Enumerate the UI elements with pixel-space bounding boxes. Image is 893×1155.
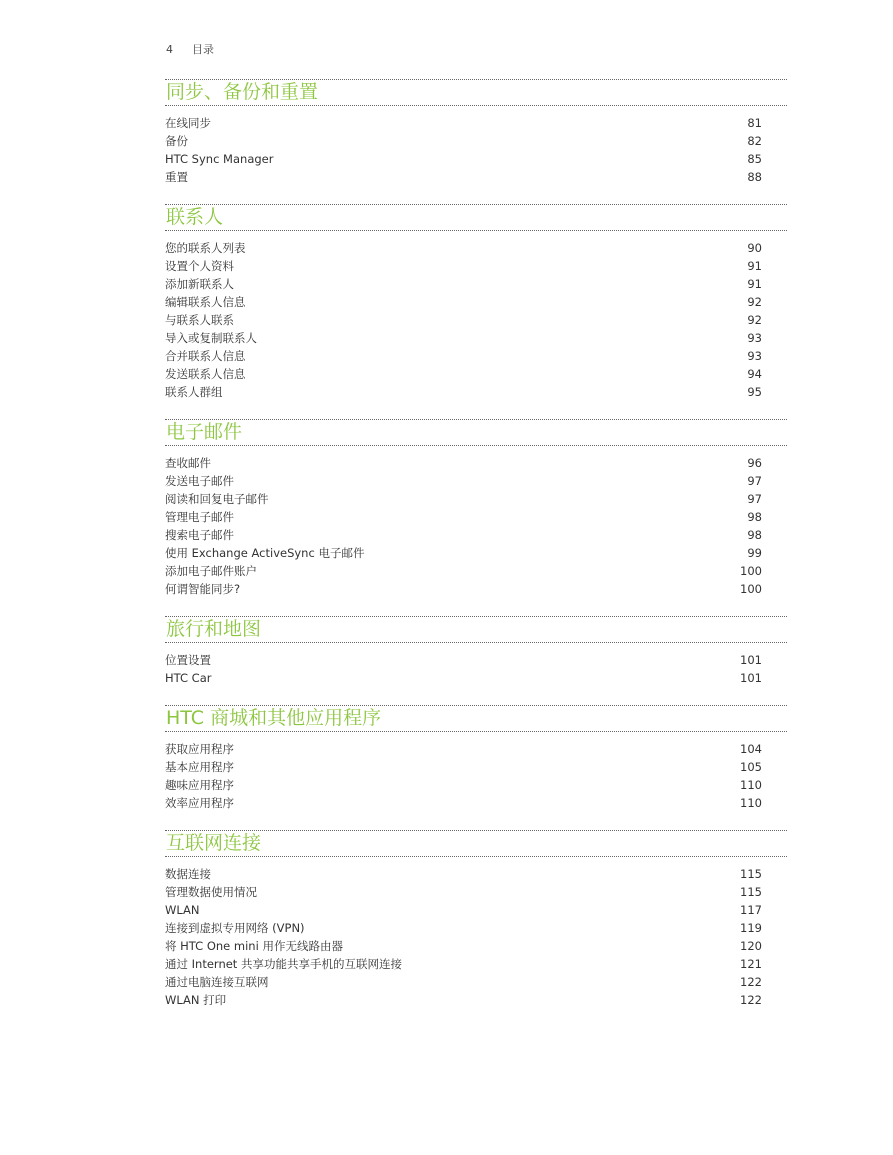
entry-label: 数据连接 xyxy=(165,867,211,881)
entry-label: 查收邮件 xyxy=(165,456,211,470)
entry-page: 110 xyxy=(740,778,762,792)
entry-page: 120 xyxy=(740,939,762,953)
entry-label: 您的联系人列表 xyxy=(165,241,246,255)
toc-entry[interactable] xyxy=(165,562,787,580)
entry-label: 通过 Internet 共享功能共享手机的互联网连接 xyxy=(165,957,402,971)
entry-label: 管理电子邮件 xyxy=(165,510,234,524)
toc-entry[interactable] xyxy=(165,329,787,347)
page-header-title: 目录 xyxy=(192,43,214,56)
entry-page: 96 xyxy=(747,456,762,470)
entry-label: 基本应用程序 xyxy=(165,760,234,774)
table-of-contents xyxy=(165,79,787,1027)
entry-label: 管理数据使用情况 xyxy=(165,885,257,899)
entry-page: 110 xyxy=(740,796,762,810)
toc-entry[interactable] xyxy=(165,383,787,401)
section-title: 同步、备份和重置 xyxy=(165,79,787,106)
entry-label: 备份 xyxy=(165,134,188,148)
page-number: 4 xyxy=(166,43,173,56)
entry-label: 趣味应用程序 xyxy=(165,778,234,792)
toc-entry[interactable] xyxy=(165,508,787,526)
entry-label: HTC Sync Manager xyxy=(165,152,274,166)
toc-entry[interactable] xyxy=(165,669,787,687)
entry-label: 与联系人联系 xyxy=(165,313,234,327)
entry-label: 合并联系人信息 xyxy=(165,349,246,363)
entry-label: 将 HTC One mini 用作无线路由器 xyxy=(165,939,343,953)
section-title: 旅行和地图 xyxy=(165,616,787,643)
entry-label: 设置个人资料 xyxy=(165,259,234,273)
entry-label: 重置 xyxy=(165,170,188,184)
entry-label: 何谓智能同步? xyxy=(165,582,241,596)
toc-entry[interactable] xyxy=(165,526,787,544)
toc-entry[interactable] xyxy=(165,580,787,598)
toc-entry[interactable] xyxy=(165,973,787,991)
entry-page: 92 xyxy=(747,313,762,327)
toc-entry[interactable] xyxy=(165,311,787,329)
entry-page: 121 xyxy=(740,957,762,971)
entry-page: 82 xyxy=(747,134,762,148)
toc-entry[interactable] xyxy=(165,293,787,311)
entry-page: 119 xyxy=(740,921,762,935)
entry-page: 115 xyxy=(740,867,762,881)
toc-section xyxy=(165,204,787,401)
toc-entry[interactable] xyxy=(165,955,787,973)
entry-label: 获取应用程序 xyxy=(165,742,234,756)
toc-entry[interactable] xyxy=(165,937,787,955)
toc-entry[interactable] xyxy=(165,794,787,812)
toc-entry[interactable] xyxy=(165,758,787,776)
toc-section xyxy=(165,705,787,812)
entry-label: 在线同步 xyxy=(165,116,211,130)
entry-page: 101 xyxy=(740,671,762,685)
section-title: 电子邮件 xyxy=(165,419,787,446)
toc-section xyxy=(165,419,787,598)
toc-entry[interactable] xyxy=(165,472,787,490)
entry-label: 连接到虚拟专用网络 (VPN) xyxy=(165,921,305,935)
toc-entry[interactable] xyxy=(165,651,787,669)
toc-entry[interactable] xyxy=(165,257,787,275)
entry-page: 91 xyxy=(747,277,762,291)
entry-page: 88 xyxy=(747,170,762,184)
entry-label: 导入或复制联系人 xyxy=(165,331,257,345)
entry-label: 通过电脑连接互联网 xyxy=(165,975,269,989)
entry-page: 94 xyxy=(747,367,762,381)
toc-entry[interactable] xyxy=(165,454,787,472)
entry-page: 122 xyxy=(740,993,762,1007)
entry-page: 98 xyxy=(747,510,762,524)
entry-page: 90 xyxy=(747,241,762,255)
entry-label: 发送电子邮件 xyxy=(165,474,234,488)
entry-page: 98 xyxy=(747,528,762,542)
toc-entry[interactable] xyxy=(165,490,787,508)
entry-page: 100 xyxy=(740,582,762,596)
toc-entry[interactable] xyxy=(165,239,787,257)
toc-entry[interactable] xyxy=(165,347,787,365)
entry-label: 联系人群组 xyxy=(165,385,223,399)
toc-entry[interactable] xyxy=(165,275,787,293)
entry-page: 97 xyxy=(747,492,762,506)
entry-label: WLAN xyxy=(165,903,200,917)
entry-label: 搜索电子邮件 xyxy=(165,528,234,542)
toc-entry[interactable] xyxy=(165,544,787,562)
toc-section xyxy=(165,79,787,186)
entry-page: 92 xyxy=(747,295,762,309)
entry-page: 100 xyxy=(740,564,762,578)
entry-page: 115 xyxy=(740,885,762,899)
toc-entry[interactable] xyxy=(165,901,787,919)
toc-entry[interactable] xyxy=(165,919,787,937)
entry-label: 效率应用程序 xyxy=(165,796,234,810)
entry-label: 位置设置 xyxy=(165,653,211,667)
entry-page: 85 xyxy=(747,152,762,166)
toc-section xyxy=(165,616,787,687)
section-title: 互联网连接 xyxy=(165,830,787,857)
toc-entry[interactable] xyxy=(165,132,787,150)
section-entries xyxy=(165,857,787,1009)
entry-page: 117 xyxy=(740,903,762,917)
page-header xyxy=(166,41,214,57)
toc-entry[interactable] xyxy=(165,865,787,883)
entry-label: WLAN 打印 xyxy=(165,993,227,1007)
entry-page: 91 xyxy=(747,259,762,273)
toc-section xyxy=(165,830,787,1009)
toc-entry[interactable] xyxy=(165,740,787,758)
toc-entry[interactable] xyxy=(165,168,787,186)
entry-page: 95 xyxy=(747,385,762,399)
section-entries xyxy=(165,643,787,687)
entry-label: 使用 Exchange ActiveSync 电子邮件 xyxy=(165,546,365,560)
section-entries xyxy=(165,446,787,598)
toc-entry[interactable] xyxy=(165,365,787,383)
entry-page: 93 xyxy=(747,331,762,345)
entry-page: 99 xyxy=(747,546,762,560)
entry-page: 93 xyxy=(747,349,762,363)
toc-entry[interactable] xyxy=(165,114,787,132)
entry-page: 97 xyxy=(747,474,762,488)
toc-entry[interactable] xyxy=(165,991,787,1009)
entry-page: 101 xyxy=(740,653,762,667)
toc-entry[interactable] xyxy=(165,883,787,901)
entry-label: 编辑联系人信息 xyxy=(165,295,246,309)
entry-label: 添加新联系人 xyxy=(165,277,234,291)
entry-page: 122 xyxy=(740,975,762,989)
section-entries xyxy=(165,106,787,186)
entry-page: 105 xyxy=(740,760,762,774)
entry-label: 添加电子邮件账户 xyxy=(165,564,257,578)
section-title: HTC 商城和其他应用程序 xyxy=(165,705,787,732)
entry-page: 81 xyxy=(747,116,762,130)
entry-label: 阅读和回复电子邮件 xyxy=(165,492,269,506)
section-entries xyxy=(165,732,787,812)
toc-entry[interactable] xyxy=(165,776,787,794)
entry-page: 104 xyxy=(740,742,762,756)
entry-label: 发送联系人信息 xyxy=(165,367,246,381)
toc-entry[interactable] xyxy=(165,150,787,168)
entry-label: HTC Car xyxy=(165,671,212,685)
section-title: 联系人 xyxy=(165,204,787,231)
section-entries xyxy=(165,231,787,401)
